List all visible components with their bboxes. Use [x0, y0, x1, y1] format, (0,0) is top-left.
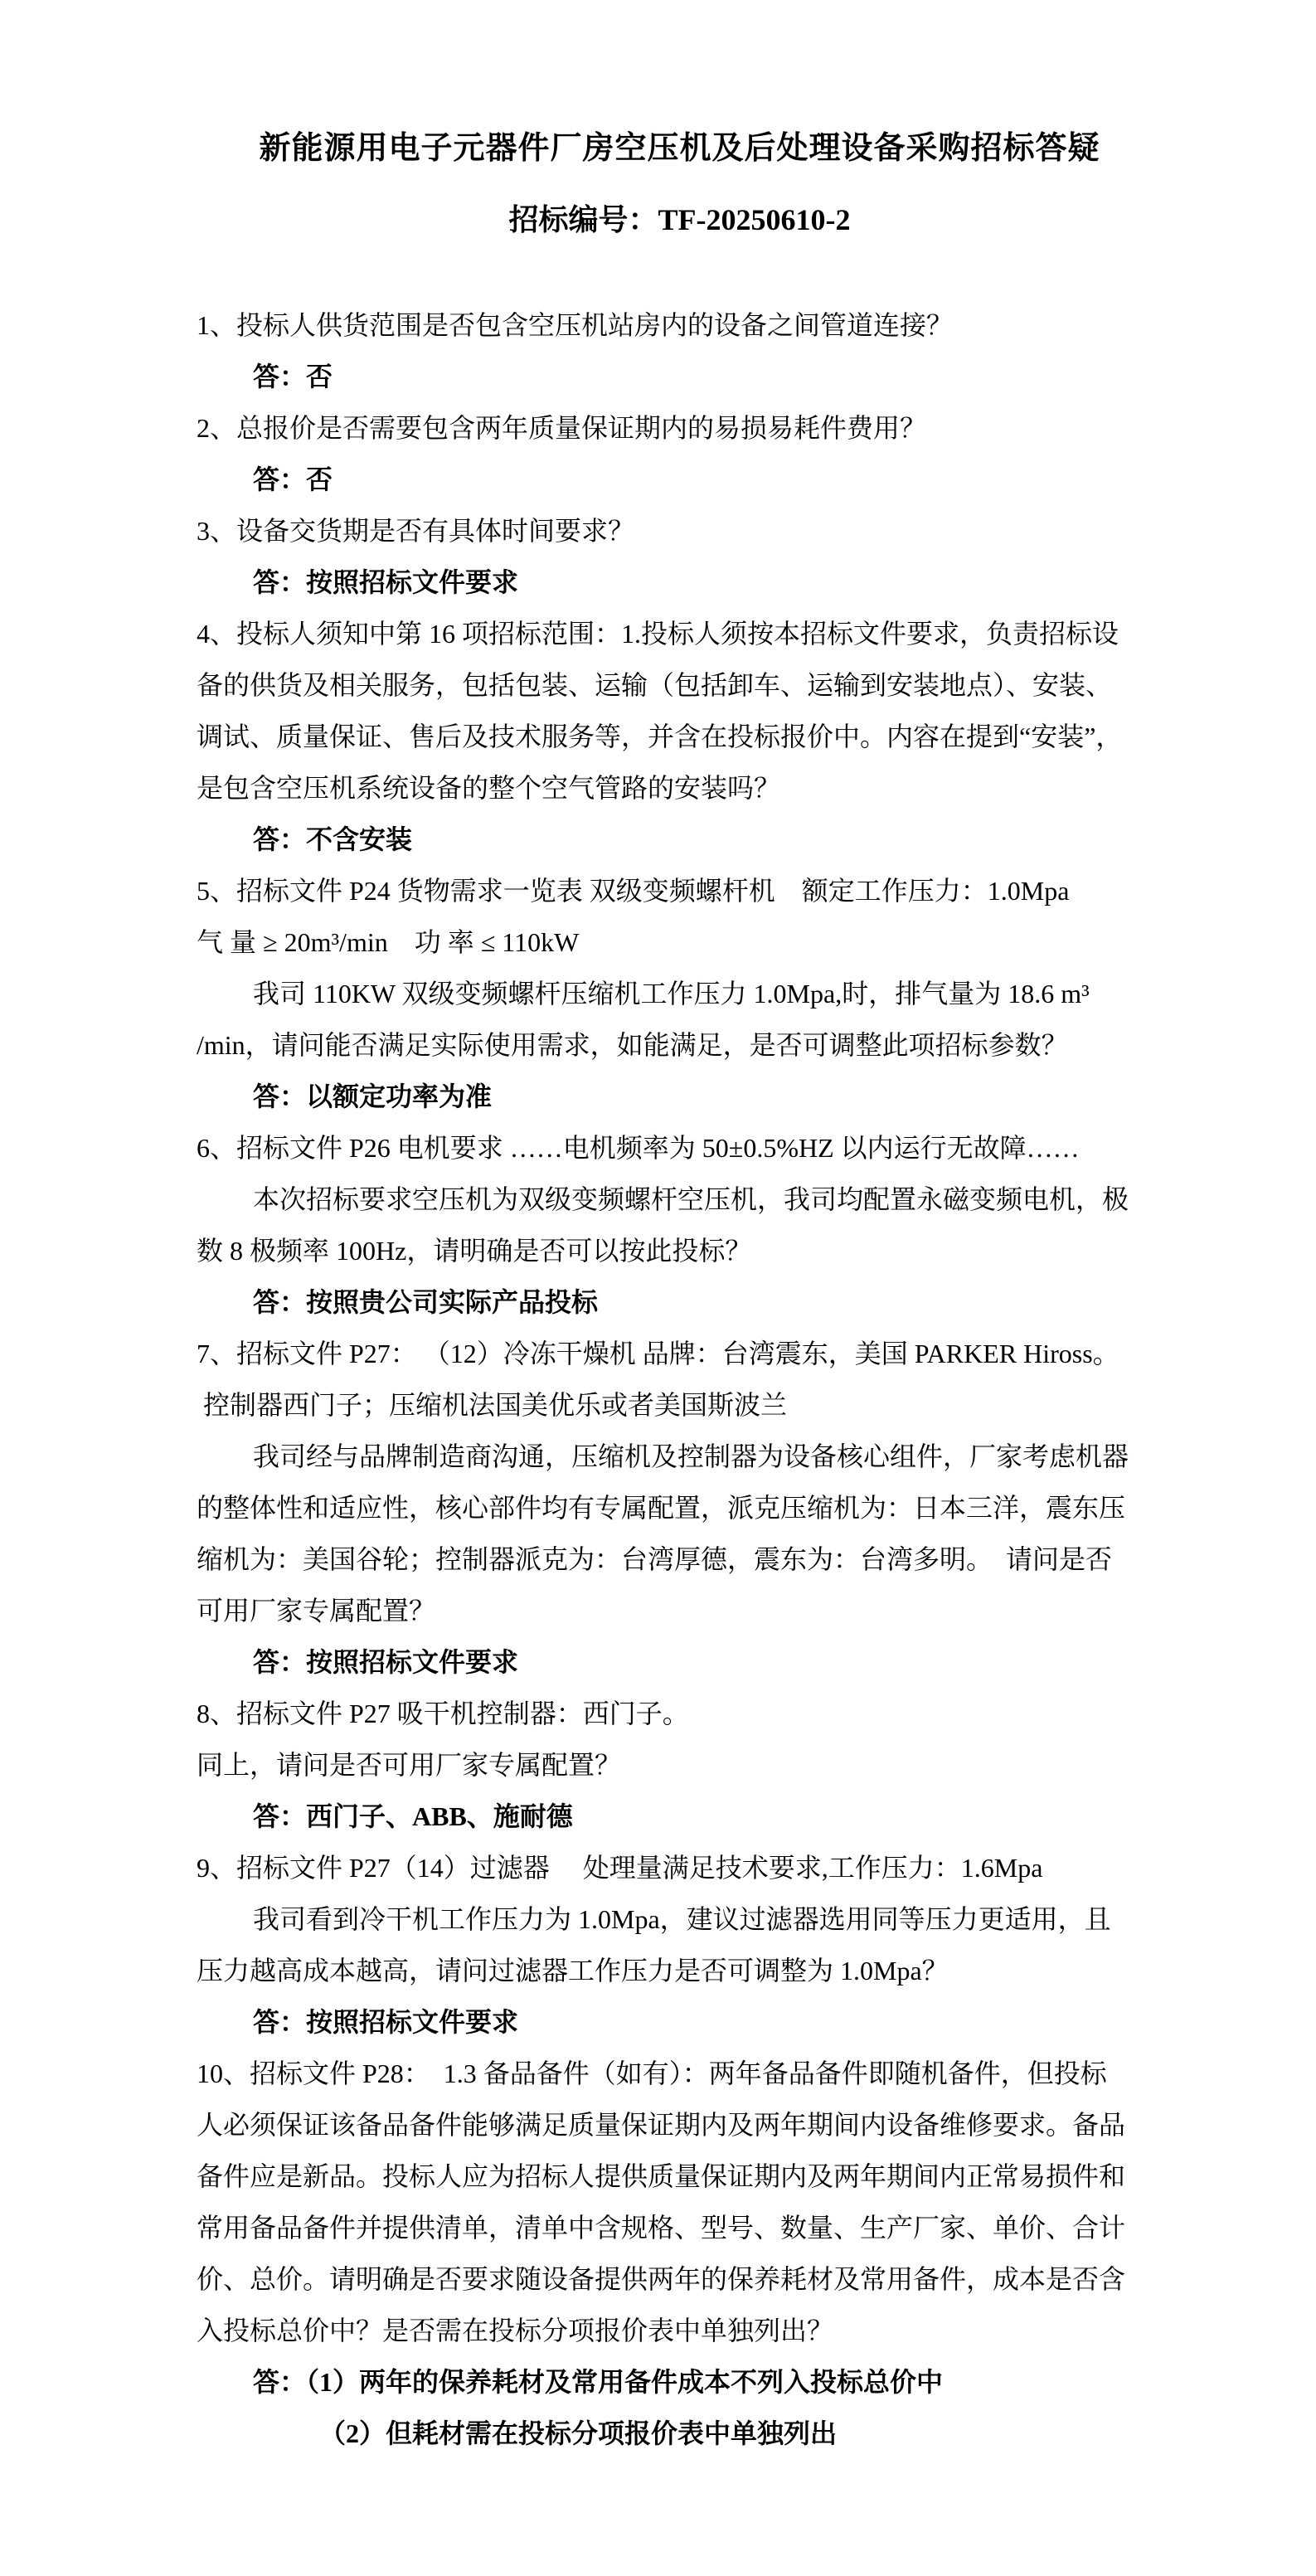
continuation-line: 价、总价。请明确是否要求随设备提供两年的保养耗材及常用备件，成本是否含	[197, 2264, 1126, 2294]
continuation-line: 入投标总价中？是否需在投标分项报价表中单独列出？	[197, 2316, 834, 2345]
question-line: 3、设备交货期是否有具体时间要求？	[197, 516, 635, 546]
continuation-line: 同上，请问是否可用厂家专属配置？	[197, 1750, 622, 1780]
continuation-line: 人必须保证该备品备件能够满足质量保证期内及两年期间内设备维修要求。备品	[197, 2110, 1126, 2140]
continuation-line: 备的供货及相关服务，包括包装、运输（包括卸车、运输到安装地点）、安装、	[197, 670, 1113, 700]
answer-line: 答：按照招标文件要求	[253, 2007, 519, 2037]
continuation-line: 可用厂家专属配置？	[197, 1596, 436, 1626]
tender-number: 招标编号：TF-20250610-2	[508, 203, 851, 236]
continuation-line: 常用备品备件并提供清单，清单中含规格、型号、数量、生产厂家、单价、合计	[197, 2213, 1126, 2243]
answer-line: 答：否	[253, 362, 333, 391]
answer-line: 答：（1）两年的保养耗材及常用备件成本不列入投标总价中	[253, 2367, 944, 2397]
question-line: 1、投标人供货范围是否包含空压机站房内的设备之间管道连接？	[197, 310, 954, 340]
continuation-line: 控制器西门子；压缩机法国美优乐或者美国斯波兰	[197, 1390, 788, 1420]
continuation-line: 气 量 ≥ 20m³/min 功 率 ≤ 110kW	[197, 927, 580, 957]
answer-line: 答：不含安装	[253, 824, 413, 854]
answer-line: 答：按照贵公司实际产品投标	[253, 1287, 599, 1317]
question-line: 6、招标文件 P26 电机要求 ……电机频率为 50±0.5%HZ 以内运行无故障……	[197, 1133, 1080, 1163]
continuation-line: 的整体性和适应性，核心部件均有专属配置，派克压缩机为：日本三洋，震东压	[197, 1493, 1126, 1523]
question-line: 10、招标文件 P28： 1.3 备品备件（如有）：两年备品备件即随机备件，但投标	[197, 2058, 1107, 2088]
continuation-line: 调试、质量保证、售后及技术服务等，并含在投标报价中。内容在提到“安装”，	[197, 722, 1123, 751]
continuation-line: 备件应是新品。投标人应为招标人提供质量保证期内及两年期间内正常易损件和	[197, 2161, 1126, 2191]
paragraph-line: 我司经与品牌制造商沟通，压缩机及控制器为设备核心组件，厂家考虑机器	[253, 1441, 1129, 1471]
continuation-line: /min，请问能否满足实际使用需求，如能满足，是否可调整此项招标参数？	[197, 1030, 1068, 1060]
continuation-line: 数 8 极频率 100Hz，请明确是否可以按此投标？	[197, 1236, 752, 1266]
paragraph-line: 我司看到冷干机工作压力为 1.0Mpa，建议过滤器选用同等压力更适用，且	[253, 1904, 1111, 1934]
question-line: 8、招标文件 P27 吸干机控制器：西门子。	[197, 1699, 689, 1728]
continuation-line: 缩机为：美国谷轮；控制器派克为：台湾厚德，震东为：台湾多明。 请问是否	[197, 1544, 1113, 1574]
paragraph-line: 本次招标要求空压机为双级变频螺杆空压机，我司均配置永磁变频电机，极	[253, 1184, 1129, 1214]
answer-sub-line: （2）但耗材需在投标分项报价表中单独列出	[319, 2418, 838, 2448]
document-title: 新能源用电子元器件厂房空压机及后处理设备采购招标答疑	[259, 131, 1100, 166]
answer-line: 答：以额定功率为准	[253, 1081, 493, 1111]
question-line: 4、投标人须知中第 16 项招标范围：1.投标人须按本招标文件要求，负责招标设	[197, 619, 1119, 649]
answer-line: 答：按照招标文件要求	[253, 567, 519, 597]
answer-line: 答：否	[253, 464, 333, 494]
question-line: 9、招标文件 P27（14）过滤器 处理量满足技术要求,工作压力：1.6Mpa	[197, 1853, 1043, 1883]
continuation-line: 是包含空压机系统设备的整个空气管路的安装吗？	[197, 773, 781, 803]
question-line: 7、招标文件 P27： （12）冷冻干燥机 品牌：台湾震东，美国 PARKER Hiross。	[197, 1339, 1119, 1368]
continuation-line: 压力越高成本越高，请问过滤器工作压力是否可调整为 1.0Mpa？	[197, 1956, 949, 1985]
question-line: 5、招标文件 P24 货物需求一览表 双级变频螺杆机 额定工作压力：1.0Mpa	[197, 876, 1070, 906]
answer-line: 答：按照招标文件要求	[253, 1647, 519, 1677]
question-line: 2、总报价是否需要包含两年质量保证期内的易损易耗件费用？	[197, 413, 927, 443]
paragraph-line: 我司 110KW 双级变频螺杆压缩机工作压力 1.0Mpa,时，排气量为 18.6 m³	[253, 979, 1090, 1009]
answer-line: 答：西门子、ABB、施耐德	[253, 1801, 573, 1831]
qa-section	[197, 299, 1163, 2459]
